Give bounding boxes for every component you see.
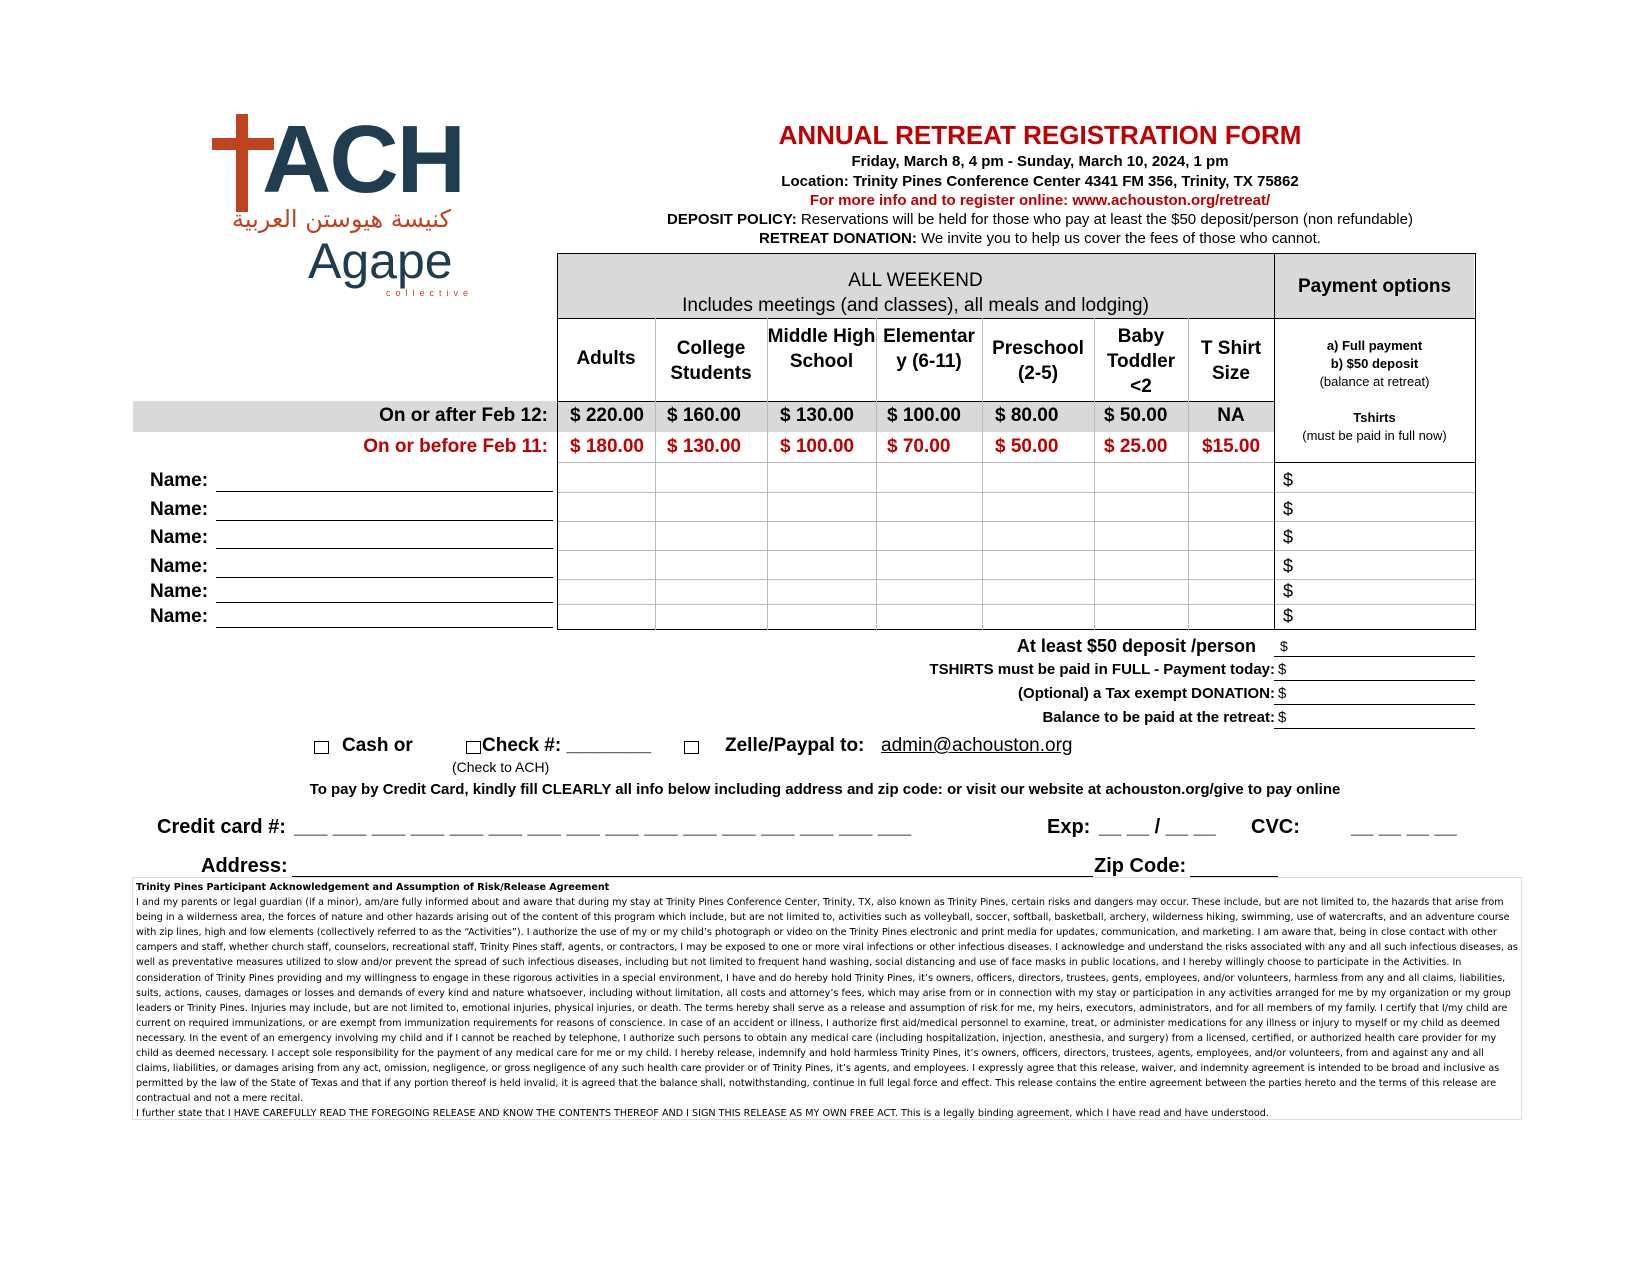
price-before-adults: $ 180.00: [570, 436, 644, 457]
name-label: Name:: [150, 470, 209, 491]
logo-agape: Agape: [308, 233, 453, 289]
name-field[interactable]: [216, 602, 553, 603]
cvc-field[interactable]: __ __ __ __: [1351, 816, 1457, 838]
col-elementary: Elementar y (6-11): [883, 326, 975, 372]
tshirts-payment-label: TSHIRTS must be paid in FULL - Payment today:: [929, 661, 1275, 678]
payment-options-header: Payment options: [1297, 276, 1452, 297]
col-adults: Adults: [576, 348, 636, 369]
tshirts-payment-field[interactable]: [1274, 680, 1475, 681]
price-before-preschool: $ 50.00: [995, 436, 1059, 457]
table-line: [557, 604, 1475, 605]
event-dates: Friday, March 8, 4 pm - Sunday, March 10, 2024, 1 pm: [851, 153, 1229, 170]
table-line: [1475, 253, 1476, 630]
address-label: Address:: [201, 855, 288, 877]
row-before-label: On or before Feb 11:: [363, 436, 548, 457]
price-before-tshirt: $15.00: [1201, 436, 1261, 457]
price-after-college: $ 160.00: [667, 405, 741, 426]
cc-instructions: To pay by Credit Card, kindly fill CLEARLY all info below including address and zip code: or visit our website at achouston.org/give to pay online: [309, 781, 1341, 798]
release-agreement: [132, 877, 1522, 1120]
logo-tach: ACH: [262, 106, 464, 213]
balance-label: Balance to be paid at the retreat:: [1042, 709, 1275, 726]
price-before-college: $ 130.00: [667, 436, 741, 457]
name-label: Name:: [150, 556, 209, 577]
logo-cross-vertical: [236, 114, 248, 212]
weekend-title: [557, 270, 1274, 292]
name-field[interactable]: [216, 627, 553, 628]
table-line: [557, 521, 1475, 522]
logo-arabic: كنيسة هيوستن العربية: [232, 205, 451, 233]
name-label: Name:: [150, 606, 209, 627]
form-title: ANNUAL RETREAT REGISTRATION FORM: [778, 120, 1302, 150]
zelle-email-link[interactable]: admin@achouston.org: [881, 735, 1073, 756]
name-field[interactable]: [216, 491, 553, 492]
row-dollar: $: [1283, 527, 1294, 547]
balance-field[interactable]: [1274, 728, 1475, 729]
exp-field[interactable]: __ __ / __ __: [1099, 816, 1216, 838]
deposit-policy-label: DEPOSIT POLICY:: [667, 211, 797, 228]
price-after-elementary: $ 100.00: [887, 405, 961, 426]
row-dollar: $: [1283, 499, 1294, 519]
tshirts-dollar: $: [1278, 661, 1287, 678]
price-after-adults: $ 220.00: [570, 405, 644, 426]
release-final: I further state that I HAVE CAREFULLY READ THE FOREGOING RELEASE AND KNOW THE CONTENTS THEREOF AND I SIGN THIS RELEASE AS MY OWN FREE ACT. This is a legally binding agreement, which I have read and have understood.: [136, 1108, 1269, 1120]
release-title: Trinity Pines Participant Acknowledgement and Assumption of Risk/Release Agreement: [136, 882, 610, 893]
cash-checkbox[interactable]: [314, 741, 329, 759]
zelle-label: Zelle/Paypal to:: [725, 735, 865, 756]
exp-label: Exp:: [1047, 816, 1091, 838]
price-before-baby: $ 25.00: [1104, 436, 1168, 457]
price-after-tshirt: NA: [1217, 405, 1245, 426]
zelle-checkbox[interactable]: [684, 741, 699, 759]
price-after-preschool: $ 80.00: [995, 405, 1059, 426]
row-dollar: $: [1283, 606, 1294, 626]
table-line: [557, 492, 1475, 493]
col-baby: Baby Toddler <2: [1106, 326, 1176, 397]
balance-dollar: $: [1278, 709, 1287, 726]
cvc-label: CVC:: [1251, 816, 1300, 838]
retreat-donation-label: RETREAT DONATION:: [759, 230, 917, 247]
row-after-label: On or after Feb 12:: [379, 405, 548, 426]
payment-a: a) Full payment: [1326, 338, 1423, 353]
logo-collective: collective: [386, 288, 474, 298]
row-dollar: $: [1283, 556, 1294, 576]
deposit-field[interactable]: [1274, 656, 1475, 657]
event-location: Location: Trinity Pines Conference Center 4341 FM 356, Trinity, TX 75862: [781, 173, 1299, 190]
tshirts-note: (must be paid in full now): [1302, 428, 1447, 443]
name-field[interactable]: [216, 520, 553, 521]
donation-label: (Optional) a Tax exempt DONATION:: [1018, 685, 1275, 702]
price-before-middle: $ 100.00: [780, 436, 854, 457]
name-field[interactable]: [216, 577, 553, 578]
retreat-donation: [560, 230, 1520, 247]
payment-b-note: (balance at retreat): [1319, 374, 1430, 389]
name-label: Name:: [150, 527, 209, 548]
name-label: Name:: [150, 499, 209, 520]
table-line: [557, 550, 1475, 551]
deposit-policy-text: Reservations will be held for those who pay at least the $50 deposit/person (non refundable): [796, 211, 1413, 228]
table-line: [1274, 462, 1475, 463]
check-label: Check #: ________: [482, 735, 652, 756]
name-label: Name:: [150, 581, 209, 602]
price-after-middle: $ 130.00: [780, 405, 854, 426]
table-line: [557, 629, 1475, 630]
deposit-policy: [560, 211, 1520, 228]
table-line: [557, 401, 1274, 402]
check-note: (Check to ACH): [452, 759, 550, 775]
row-dollar: $: [1283, 581, 1294, 601]
name-field[interactable]: [216, 548, 553, 549]
col-college: College Students: [670, 338, 752, 384]
cc-label: Credit card #:: [157, 816, 286, 838]
table-line: [557, 462, 1274, 463]
release-body: I and my parents or legal guardian (if a minor), am/are fully informed about and aware that during my stay at Trinity Pines Conference Center, Trinity, TX, also known as Trinity Pines, certain risks and dangers may occur. These include, but are not limited to, the hazards that arise from being in a wilderness area, the forces of nature and other hazards arising out of the content of this program which include, but are not limited to, activities such as volleyball, soccer, softball, basketball, archery, wilderness hiking, swimming, use of watercrafts, and an adventure course with zip lines, high and low elements (collectively referred to as the “Activities”). I authorize the use of my or my child’s photograph or video on the Trinity Pines electronic and print media for updates, communication, and marketing. I am aware that, being in close contact with other campers and staff, whether church staff, counselors, recreational staff, Trinity Pines staff, agents, or contractors, I may be exposed to one or more viral infections or other infectious diseases. I acknowledge and understand the risks associated with any and all such infectious diseases, as well as preventative measures utilized to slow and/or prevent the spread of such infectious diseases, including but not limited to frequent hand washing, social distancing and use of face masks in public locations, and I hereby willingly choose to participate in the Activities. In consideration of Trinity Pines providing and my willingness to engage in these rigorous activities in a special environment, I have and do hereby hold Trinity Pines, it’s owners, officers, directors, trustees, gents, employees, and/or volunteers, harmless from any and all claims, liabilities, suits, actions, causes, damages or losses and demands of every kind and nature whatsoever, including without limitation, all costs and attorney’s fees, which may arise from or in connection with my stay or participation in any activities arranged for me by my organization or my group leaders or Trinity Pines. Injuries may include, but are not limited to, emotional injuries, physical injuries, or death. The terms hereby shall serve as a release and assumption of risk for me, my heirs, executors, administrators, and for all members of my family. I certify that I/my child are current on required immunizations, or are exempt from immunization requirements for reasons of conscience. In case of an accident or illness, I authorize first aid/medical personnel to examine, treat, or administer medications for any illness or injury to myself or my child as deemed necessary. In the event of an emergency involving my child and if I cannot be reached by telephone, I authorize such persons to obtain any medical care (including hospitalization, injection, anesthesia, and surgery) from a licensed, certified, or authorized health care provider for my child as deemed necessary. I accept sole responsibility for the payment of any medical care for me or my child. I hereby release, indemnify and hold harmless Trinity Pines, it’s owners, officers, directors, trustees, agents, employees, and/or volunteers, from and against any and all claims, liabilities, or damages arising from any act, omission, negligence, or gross negligence of any such health care provider or of Trinity Pines, it’s agents, and employees. I expressly agree that this release, waiver, and indemnity agreement is intended to be broad and inclusive as permitted by the law of the State of Texas and that if any portion thereof is held invalid, it is agreed that the balance shall, notwithstanding, continue in full legal force and effect. This release contains the entire agreement between the parties hereto and the terms of this release are contractual and not a mere recital.: [136, 897, 1518, 1105]
deposit-dollar: $: [1280, 638, 1288, 654]
table-line: [557, 253, 1475, 254]
row-dollar: $: [1283, 470, 1294, 490]
zip-label: Zip Code:: [1094, 855, 1187, 877]
payment-b: b) $50 deposit: [1330, 356, 1419, 371]
col-preschool: Preschool (2-5): [992, 338, 1084, 384]
table-line: [557, 318, 1475, 319]
deposit-label: At least $50 deposit /person: [1016, 636, 1256, 656]
check-checkbox[interactable]: [466, 741, 481, 759]
price-before-elementary: $ 70.00: [887, 436, 951, 457]
price-after-baby: $ 50.00: [1104, 405, 1168, 426]
donation-field[interactable]: [1274, 704, 1475, 705]
table-line: [557, 579, 1475, 580]
tshirts-label: Tshirts: [1353, 410, 1396, 425]
col-tshirt: T Shirt Size: [1200, 338, 1262, 384]
weekend-subtitle: Includes meetings (and classes), all meals and lodging): [682, 295, 1149, 316]
more-info-link[interactable]: For more info and to register online: www.achouston.org/retreat/: [809, 192, 1271, 209]
col-middle-high: Middle High School: [767, 326, 876, 372]
weekend-title-text: ALL WEEKEND: [848, 270, 983, 291]
retreat-donation-text: We invite you to help us cover the fees of those who cannot.: [916, 230, 1321, 247]
cc-number-field[interactable]: ___ ___ ___ ___ ___ ___ ___ ___ ___ ___ ___ ___ ___ ___ ___ ___: [294, 816, 912, 838]
cash-label: Cash or: [342, 735, 413, 756]
donation-dollar: $: [1278, 685, 1287, 702]
